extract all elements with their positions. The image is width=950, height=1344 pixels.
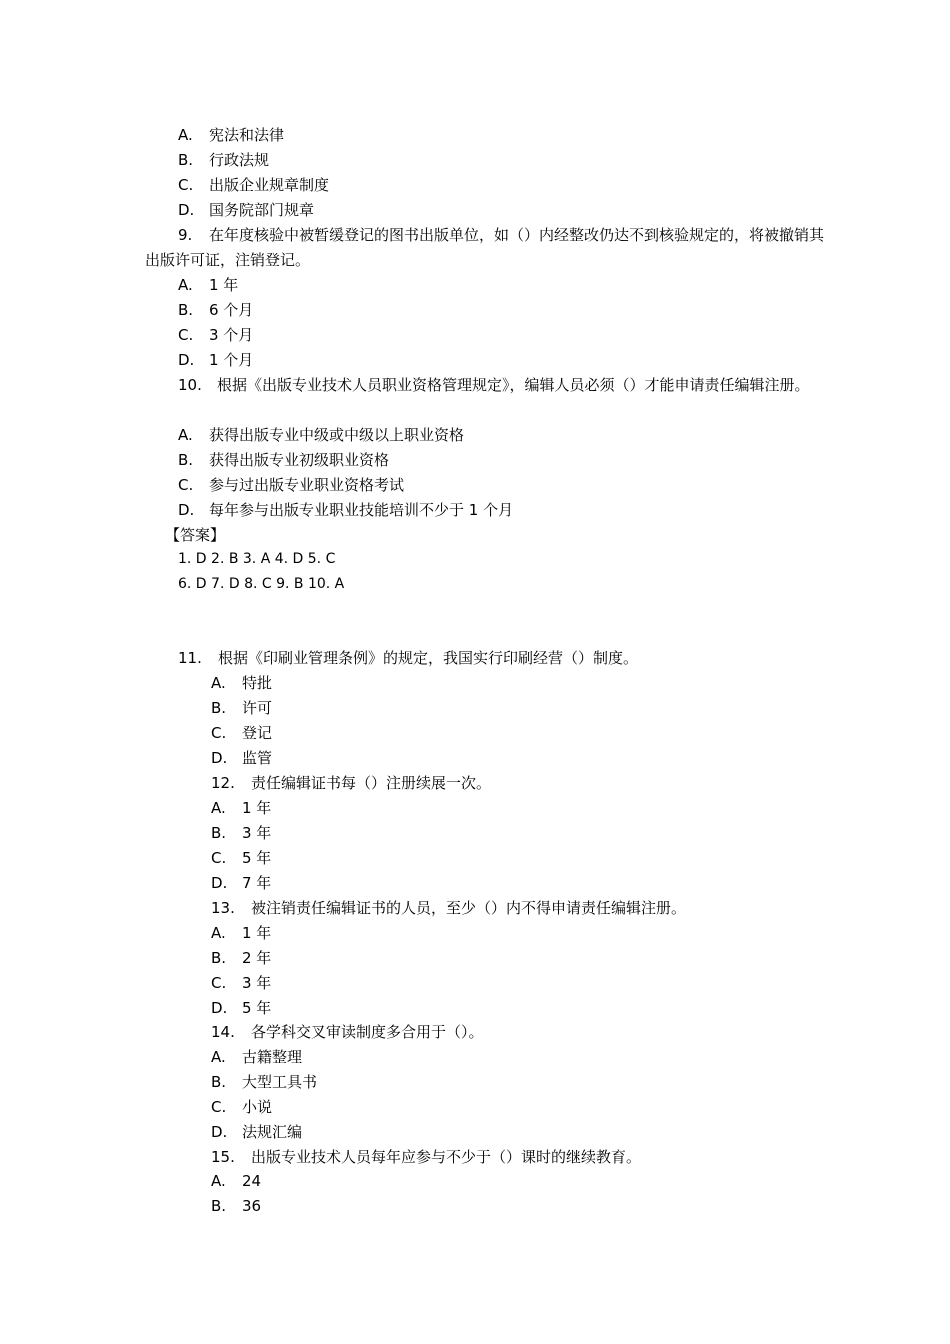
question-10: [145, 373, 825, 398]
option-label: B.: [178, 301, 194, 319]
q14-option-c: [211, 1095, 272, 1120]
option-text: 法规汇编: [242, 1123, 303, 1141]
question-12: [211, 771, 491, 796]
answer-line: 1. D 2. B 3. A 4. D 5. C: [178, 551, 336, 567]
question-text: 根据《出版专业技术人员职业资格管理规定》，编辑人员必须（）才能申请责任编辑注册。: [217, 376, 810, 394]
option-text: 3 个月: [209, 326, 254, 344]
option-label: B.: [178, 451, 194, 469]
option-label: D.: [178, 501, 195, 519]
question-9: [145, 223, 825, 273]
option-label: C.: [211, 724, 227, 742]
option-label: B.: [178, 151, 194, 169]
question-15: [211, 1145, 641, 1170]
option-label: C.: [178, 476, 194, 494]
option-text: 6 个月: [209, 301, 254, 319]
option-text: 3 年: [242, 824, 272, 842]
q8-option-d: [178, 198, 314, 223]
option-text: 3 年: [242, 974, 272, 992]
q9-option-c: [178, 323, 253, 348]
option-label: B.: [211, 949, 227, 967]
option-label: C.: [178, 326, 194, 344]
option-text: 行政法规: [209, 151, 270, 169]
option-text: 1 年: [209, 276, 239, 294]
q13-option-d: [211, 996, 271, 1021]
option-label: D.: [178, 201, 195, 219]
question-text: 在年度核验中被暂缓登记的图书出版单位，如（）内经整改仍达不到核验规定的，将被撤销其出版许可证，注销登记。: [145, 226, 825, 269]
q8-option-a: [178, 123, 284, 148]
option-label: D.: [211, 874, 228, 892]
option-label: C.: [178, 176, 194, 194]
option-text: 24: [242, 1172, 262, 1190]
q12-option-d: [211, 871, 271, 896]
option-text: 5 年: [242, 849, 272, 867]
question-number: 11.: [178, 649, 202, 667]
q15-option-b: [211, 1194, 261, 1219]
option-text: 古籍整理: [242, 1048, 303, 1066]
option-text: 获得出版专业初级职业资格: [209, 451, 390, 469]
option-text: 宪法和法律: [209, 126, 285, 144]
q10-option-d: [178, 498, 513, 523]
question-text: 根据《印刷业管理条例》的规定，我国实行印刷经营（）制度。: [218, 649, 639, 667]
option-text: 1 个月: [209, 351, 254, 369]
option-label: A.: [211, 1048, 226, 1066]
option-label: B.: [211, 824, 227, 842]
option-label: D.: [211, 999, 228, 1017]
question-11: [178, 646, 638, 671]
option-text: 1 年: [242, 799, 272, 817]
option-text: 登记: [242, 724, 273, 742]
question-number: 10.: [178, 376, 202, 394]
option-text: 特批: [242, 674, 273, 692]
option-label: A.: [178, 426, 193, 444]
option-text: 出版企业规章制度: [209, 176, 330, 194]
answer-line: 6. D 7. D 8. C 9. B 10. A: [178, 576, 345, 592]
option-text: 国务院部门规章: [209, 201, 315, 219]
option-label: A.: [178, 276, 193, 294]
q8-option-c: [178, 173, 329, 198]
option-text: 2 年: [242, 949, 272, 967]
q8-option-b: [178, 148, 269, 173]
option-text: 参与过出版专业职业资格考试: [209, 476, 405, 494]
q11-option-a: [211, 671, 272, 696]
q15-option-a: [211, 1169, 261, 1194]
option-text: 获得出版专业中级或中级以上职业资格: [209, 426, 465, 444]
option-label: C.: [211, 974, 227, 992]
option-label: A.: [211, 1172, 226, 1190]
option-label: A.: [211, 674, 226, 692]
q12-option-b: [211, 821, 271, 846]
option-label: B.: [211, 699, 227, 717]
option-label: C.: [211, 1098, 227, 1116]
option-text: 每年参与出版专业职业技能培训不少于 1 个月: [209, 501, 514, 519]
question-text: 责任编辑证书每（）注册续展一次。: [251, 774, 492, 792]
option-label: A.: [211, 924, 226, 942]
option-label: B.: [211, 1197, 227, 1215]
option-text: 监管: [242, 749, 273, 767]
q13-option-c: [211, 971, 271, 996]
option-label: D.: [211, 749, 228, 767]
question-number: 15.: [211, 1148, 235, 1166]
q10-option-b: [178, 448, 389, 473]
q14-option-b: [211, 1070, 317, 1095]
option-label: A.: [211, 799, 226, 817]
question-13: [211, 896, 686, 921]
option-label: D.: [178, 351, 195, 369]
option-label: A.: [178, 126, 193, 144]
option-label: C.: [211, 849, 227, 867]
question-number: 14.: [211, 1023, 235, 1041]
q13-option-a: [211, 921, 271, 946]
option-text: 36: [242, 1197, 262, 1215]
question-14: [211, 1020, 484, 1045]
q9-option-a: [178, 273, 238, 298]
q10-option-a: [178, 423, 464, 448]
q9-option-b: [178, 298, 253, 323]
option-text: 1 年: [242, 924, 272, 942]
question-number: 12.: [211, 774, 235, 792]
q10-option-c: [178, 473, 404, 498]
q14-option-a: [211, 1045, 302, 1070]
option-text: 小说: [242, 1098, 273, 1116]
q12-option-c: [211, 846, 271, 871]
option-label: B.: [211, 1073, 227, 1091]
q11-option-c: [211, 721, 272, 746]
question-number: 9.: [178, 226, 193, 244]
q9-option-d: [178, 348, 253, 373]
option-text: 许可: [242, 699, 273, 717]
question-number: 13.: [211, 899, 235, 917]
q11-option-d: [211, 746, 272, 771]
option-text: 5 年: [242, 999, 272, 1017]
question-text: 各学科交叉审读制度多合用于（）。: [251, 1023, 484, 1041]
answer-heading: 【答案】: [165, 526, 226, 544]
q14-option-d: [211, 1120, 302, 1145]
question-text: 被注销责任编辑证书的人员，至少（）内不得申请责任编辑注册。: [251, 899, 687, 917]
q11-option-b: [211, 696, 272, 721]
option-text: 7 年: [242, 874, 272, 892]
option-text: 大型工具书: [242, 1073, 318, 1091]
q12-option-a: [211, 796, 271, 821]
option-label: D.: [211, 1123, 228, 1141]
q13-option-b: [211, 946, 271, 971]
question-text: 出版专业技术人员每年应参与不少于（）课时的继续教育。: [251, 1148, 642, 1166]
